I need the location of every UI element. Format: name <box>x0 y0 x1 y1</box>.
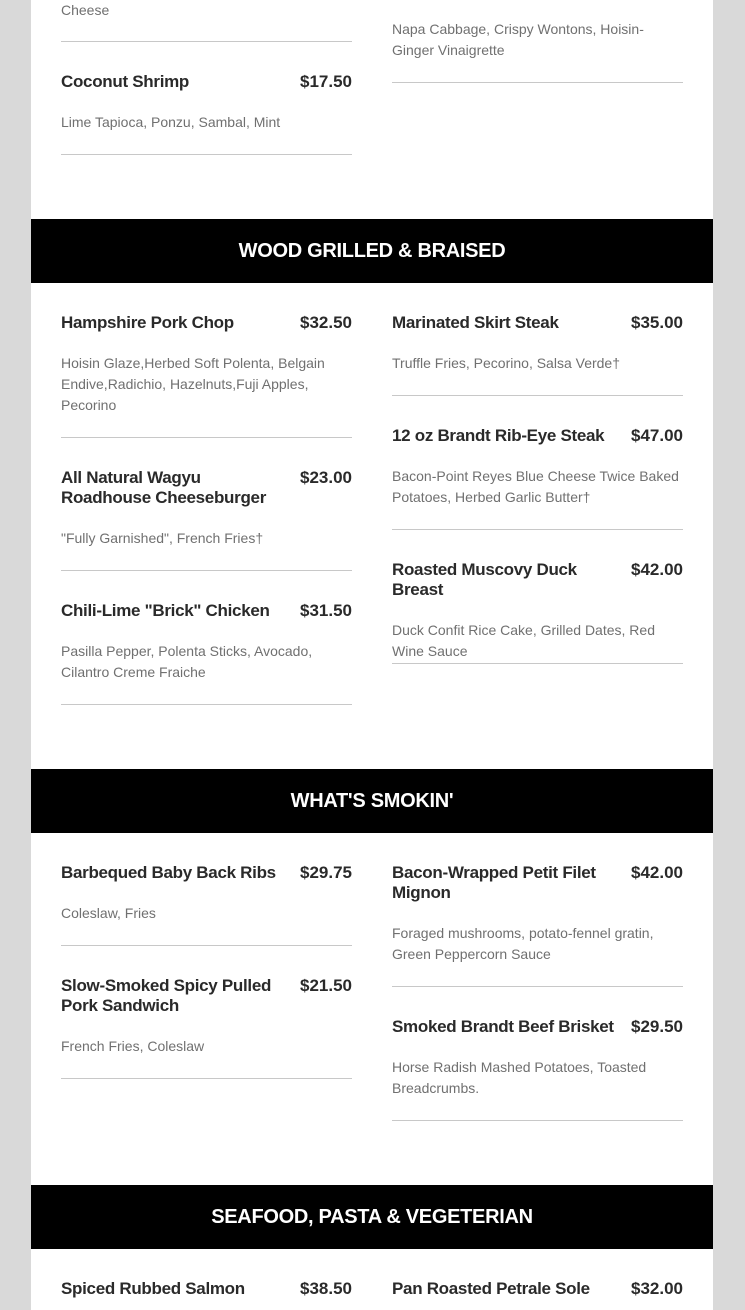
menu-item-description: Cheese <box>61 2 110 18</box>
menu-item-price: $32.50 <box>300 313 352 332</box>
menu-item-price: $38.50 <box>300 1279 352 1298</box>
divider <box>61 41 352 42</box>
menu-sheet <box>31 0 713 1310</box>
menu-item-spiced-salmon[interactable] <box>61 1279 352 1299</box>
menu-item-name: Marinated Skirt Steak <box>392 313 559 332</box>
divider <box>61 945 352 946</box>
menu-item-name: Smoked Brandt Beef Brisket <box>392 1017 614 1036</box>
menu-item-cut-right <box>392 19 683 61</box>
menu-item-name: Pan Roasted Petrale Sole <box>392 1279 590 1298</box>
divider <box>61 437 352 438</box>
menu-item-name: Spiced Rubbed Salmon <box>61 1279 245 1298</box>
menu-item-cut-left <box>61 0 352 21</box>
menu-item-petit-filet[interactable] <box>392 863 683 965</box>
menu-item-wagyu-cheeseburger[interactable] <box>61 468 352 549</box>
menu-item-name: All Natural Wagyu Roadhouse Cheeseburger <box>61 468 267 507</box>
divider <box>61 704 352 705</box>
menu-item-description: Foraged mushrooms, potato-fennel gratin, Green Peppercorn Sauce <box>392 925 654 962</box>
menu-item-price: $29.75 <box>300 863 352 882</box>
menu-item-name: Bacon-Wrapped Petit Filet Mignon <box>392 863 596 902</box>
divider <box>392 986 683 987</box>
menu-item-name: Roasted Muscovy Duck Breast <box>392 560 577 599</box>
menu-item-price: $32.00 <box>631 1279 683 1298</box>
menu-item-description: Lime Tapioca, Ponzu, Sambal, Mint <box>61 114 281 130</box>
menu-item-duck-breast[interactable] <box>392 560 683 662</box>
divider <box>61 1078 352 1079</box>
menu-item-name: Barbequed Baby Back Ribs <box>61 863 276 882</box>
menu-item-price: $31.50 <box>300 601 352 620</box>
menu-item-brick-chicken[interactable] <box>61 601 352 683</box>
menu-item-price: $29.50 <box>631 1017 683 1036</box>
menu-item-description: Pasilla Pepper, Polenta Sticks, Avocado, Cilantro Creme Fraiche <box>61 643 313 680</box>
menu-item-description: Napa Cabbage, Crispy Wontons, Hoisin-Ginger Vinaigrette <box>392 21 644 58</box>
menu-item-description: Bacon-Point Reyes Blue Cheese Twice Baked Potatoes, Herbed Garlic Butter† <box>392 468 679 505</box>
menu-item-price: $23.00 <box>300 468 352 487</box>
menu-item-name: Coconut Shrimp <box>61 72 190 91</box>
divider <box>392 663 683 664</box>
menu-item-name: Hampshire Pork Chop <box>61 313 234 332</box>
section-header-seafood-pasta: SEAFOOD, PASTA & VEGETERIAN <box>31 1185 713 1249</box>
menu-item-price: $42.00 <box>631 863 683 882</box>
divider <box>392 82 683 83</box>
menu-item-skirt-steak[interactable] <box>392 313 683 374</box>
menu-item-rib-eye-steak[interactable] <box>392 426 683 508</box>
section-header-whats-smokin: WHAT'S SMOKIN' <box>31 769 713 833</box>
menu-item-description: Horse Radish Mashed Potatoes, Toasted Breadcrumbs. <box>392 1059 647 1096</box>
menu-item-petrale-sole[interactable] <box>392 1279 683 1299</box>
menu-item-price: $21.50 <box>300 976 352 995</box>
menu-item-price: $47.00 <box>631 426 683 445</box>
menu-item-baby-back-ribs[interactable] <box>61 863 352 924</box>
divider <box>61 570 352 571</box>
menu-item-beef-brisket[interactable] <box>392 1017 683 1099</box>
menu-item-name: Chili-Lime "Brick" Chicken <box>61 601 270 620</box>
divider <box>392 395 683 396</box>
divider <box>61 154 352 155</box>
menu-item-coconut-shrimp[interactable] <box>61 72 352 133</box>
divider <box>392 529 683 530</box>
menu-item-name: Slow-Smoked Spicy Pulled Pork Sandwich <box>61 976 272 1015</box>
section-header-wood-grilled: WOOD GRILLED & BRAISED <box>31 219 713 283</box>
menu-item-description: Duck Confit Rice Cake, Grilled Dates, Red Wine Sauce <box>392 622 655 659</box>
menu-item-description: Truffle Fries, Pecorino, Salsa Verde† <box>392 355 620 371</box>
menu-item-description: French Fries, Coleslaw <box>61 1038 205 1054</box>
menu-item-price: $42.00 <box>631 560 683 579</box>
menu-item-description: "Fully Garnished", French Fries† <box>61 530 264 546</box>
menu-item-price: $35.00 <box>631 313 683 332</box>
menu-item-hampshire-pork-chop[interactable] <box>61 313 352 416</box>
menu-item-pulled-pork-sandwich[interactable] <box>61 976 352 1057</box>
menu-item-description: Hoisin Glaze,Herbed Soft Polenta, Belgain Endive,Radichio, Hazelnuts,Fuji Apples, Pecorino <box>61 355 325 413</box>
page-backdrop <box>11 0 733 1310</box>
menu-item-name: 12 oz Brandt Rib-Eye Steak <box>392 426 605 445</box>
menu-item-description: Coleslaw, Fries <box>61 905 156 921</box>
menu-item-price: $17.50 <box>300 72 352 91</box>
divider <box>392 1120 683 1121</box>
